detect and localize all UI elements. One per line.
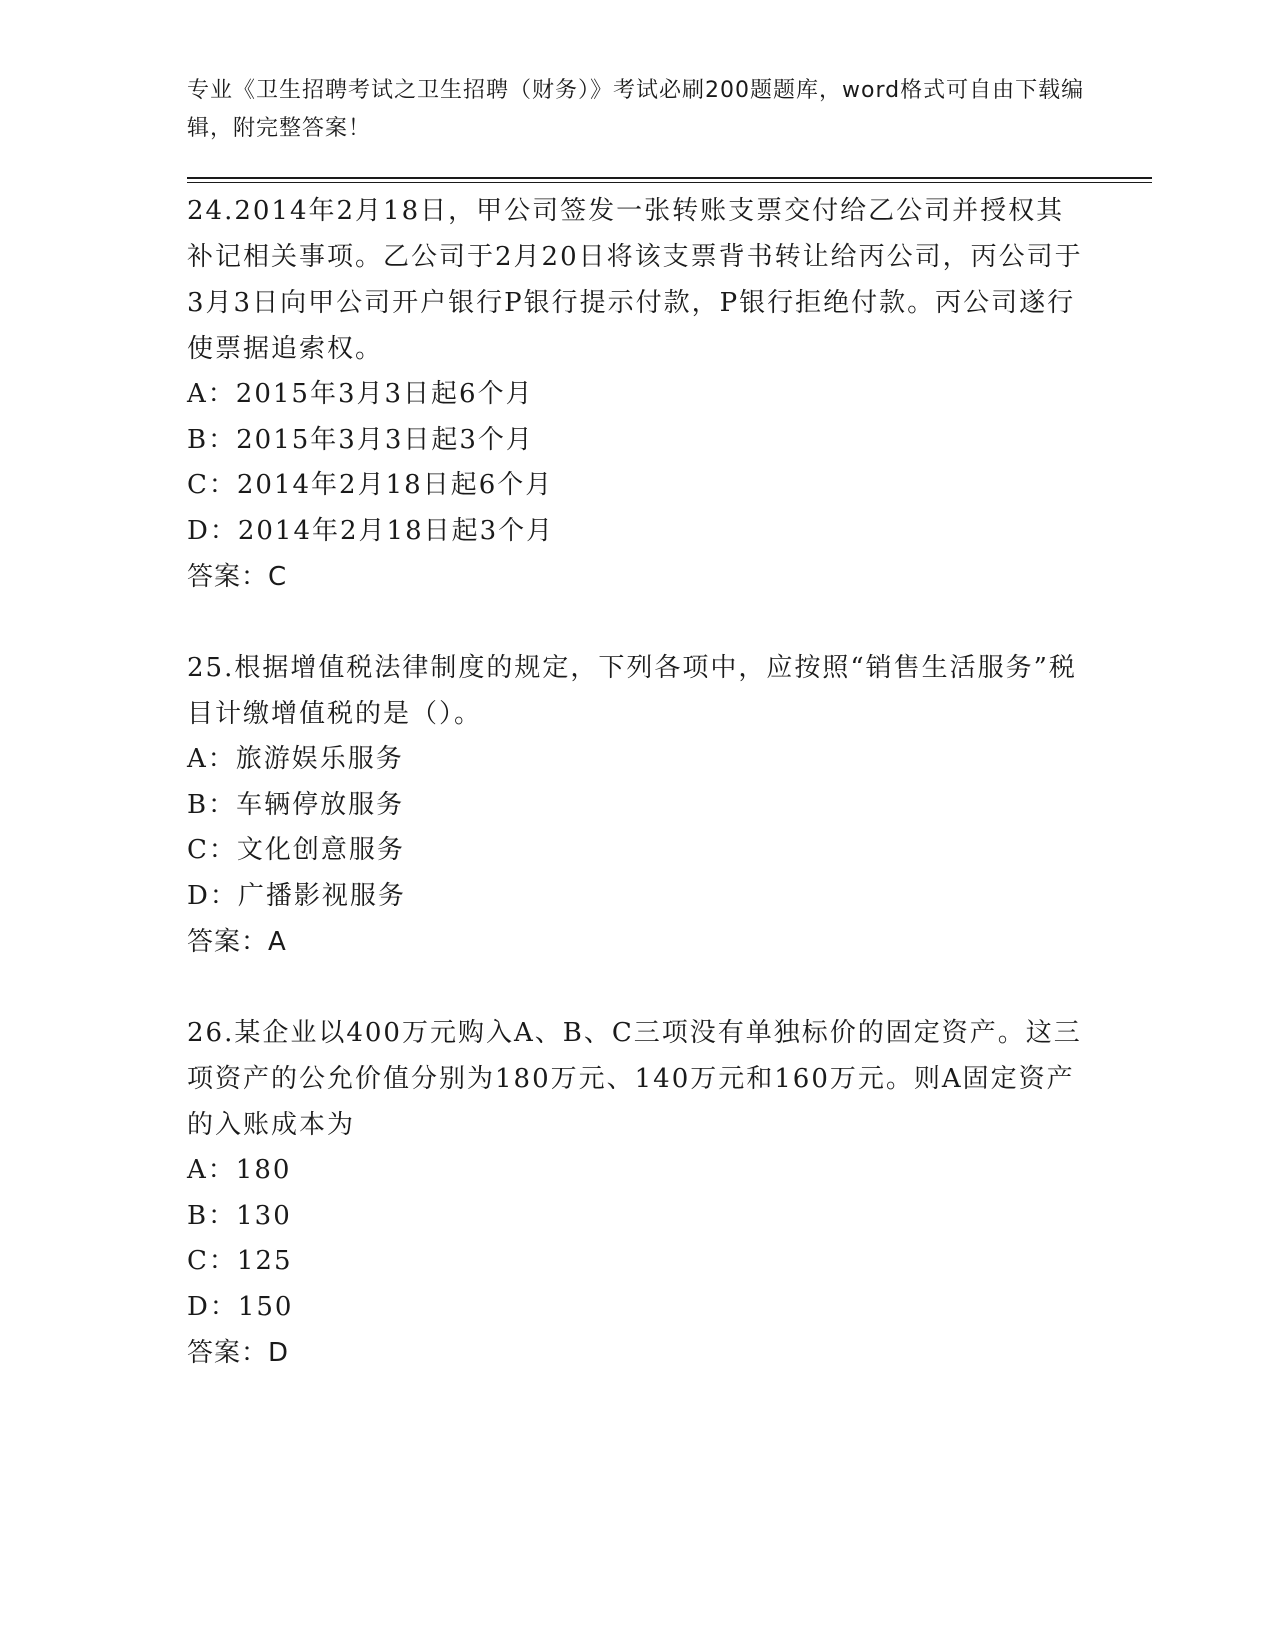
header-divider-thin — [187, 182, 1152, 183]
question-26 — [187, 1010, 1087, 1376]
question-24 — [187, 188, 1087, 600]
option-d: D：150 — [187, 1291, 294, 1322]
option-a: A：旅游娱乐服务 — [187, 744, 404, 774]
option-b: B：130 — [187, 1200, 292, 1231]
question-25 — [187, 645, 1087, 965]
option-a: A：180 — [187, 1155, 292, 1185]
answer-line: 答案：D — [187, 1338, 290, 1368]
question-spacer — [187, 965, 1087, 1010]
option-b: B：2015年3月3日起3个月 — [187, 424, 534, 455]
question-spacer — [187, 600, 1087, 645]
option-a: A：2015年3月3日起6个月 — [187, 379, 534, 409]
option-c: C：2014年2月18日起6个月 — [187, 470, 554, 500]
question-stem: 26.某企业以400万元购入A、B、C三项没有单独标价的固定资产。这三项资产的公允价值分别为180万元、140万元和160万元。则A固定资产的入账成本为 — [187, 1018, 1082, 1140]
option-d: D：广播影视服务 — [187, 880, 406, 911]
question-stem: 24.2014年2月18日，甲公司签发一张转账支票交付给乙公司并授权其补记相关事项。乙公司于2月20日将该支票背书转让给丙公司，丙公司于3月3日向甲公司开户银行P银行提示付款，P银行拒绝付款。丙公司遂行使票据追索权。 — [187, 196, 1083, 364]
option-c: C：文化创意服务 — [187, 835, 405, 865]
question-list — [187, 188, 1087, 1376]
answer-line: 答案：C — [187, 562, 288, 592]
option-c: C：125 — [187, 1246, 293, 1276]
answer-line: 答案：A — [187, 927, 287, 957]
header-divider-thick — [187, 177, 1152, 179]
option-b: B：车辆停放服务 — [187, 789, 405, 820]
document-header: 专业《卫生招聘考试之卫生招聘（财务）》考试必刷200题题库，word格式可自由下载编辑，附完整答案！ — [187, 78, 1085, 141]
option-d: D：2014年2月18日起3个月 — [187, 515, 555, 546]
question-stem: 25.根据增值税法律制度的规定，下列各项中，应按照“销售生活服务”税目计缴增值税的是（）。 — [187, 653, 1077, 729]
